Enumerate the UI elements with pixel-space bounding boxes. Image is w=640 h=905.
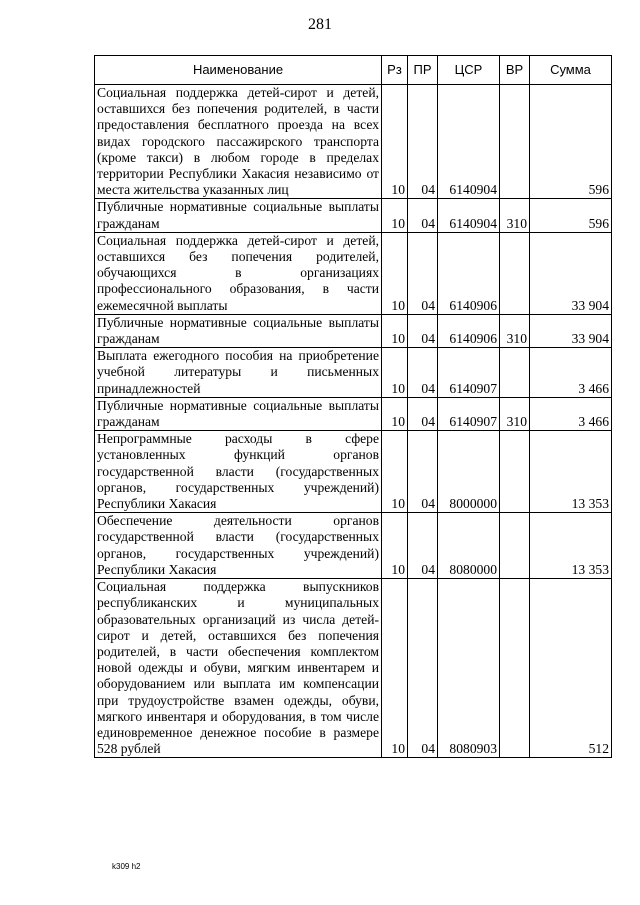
row-name: Публичные нормативные социальные выплаты гражданам bbox=[95, 199, 382, 232]
header-sum: Сумма bbox=[530, 56, 612, 85]
row-pr: 04 bbox=[408, 199, 438, 232]
row-csr: 8080000 bbox=[438, 513, 500, 579]
header-csr: ЦСР bbox=[438, 56, 500, 85]
row-pr: 04 bbox=[408, 513, 438, 579]
table-row bbox=[95, 431, 612, 513]
header-name: Наименование bbox=[95, 56, 382, 85]
header-pr: ПР bbox=[408, 56, 438, 85]
row-sum: 33 904 bbox=[530, 232, 612, 314]
row-csr: 8080903 bbox=[438, 579, 500, 758]
row-sum: 512 bbox=[530, 579, 612, 758]
table-row bbox=[95, 348, 612, 398]
header-vr: ВР bbox=[500, 56, 530, 85]
table-row bbox=[95, 579, 612, 758]
budget-table bbox=[94, 55, 612, 758]
row-pr: 04 bbox=[408, 579, 438, 758]
row-sum: 596 bbox=[530, 199, 612, 232]
table-row bbox=[95, 232, 612, 314]
row-vr bbox=[500, 232, 530, 314]
row-rz: 10 bbox=[382, 579, 408, 758]
row-name: Социальная поддержка детей-сирот и детей, оставшихся без попечения родителей, обучающихся в организациях профессионального образования, в части ежемесячной выплаты bbox=[95, 232, 382, 314]
row-name: Выплата ежегодного пособия на приобретение учебной литературы и письменных принадлежностей bbox=[95, 348, 382, 398]
row-csr: 6140904 bbox=[438, 199, 500, 232]
row-sum: 3 466 bbox=[530, 348, 612, 398]
row-csr: 6140907 bbox=[438, 348, 500, 398]
row-sum: 13 353 bbox=[530, 431, 612, 513]
table-row bbox=[95, 513, 612, 579]
row-csr: 6140906 bbox=[438, 314, 500, 347]
table-row bbox=[95, 397, 612, 430]
row-vr: 310 bbox=[500, 199, 530, 232]
row-csr: 6140906 bbox=[438, 232, 500, 314]
row-vr bbox=[500, 431, 530, 513]
row-vr: 310 bbox=[500, 314, 530, 347]
row-rz: 10 bbox=[382, 199, 408, 232]
row-sum: 3 466 bbox=[530, 397, 612, 430]
row-vr bbox=[500, 579, 530, 758]
row-sum: 33 904 bbox=[530, 314, 612, 347]
row-sum: 596 bbox=[530, 85, 612, 199]
table-row bbox=[95, 85, 612, 199]
row-name: Обеспечение деятельности органов государственной власти (государственных органов, государственных учреждений) Республики Хакасия bbox=[95, 513, 382, 579]
table-row bbox=[95, 199, 612, 232]
footer-code: k309 h2 bbox=[112, 862, 141, 871]
row-vr bbox=[500, 348, 530, 398]
row-csr: 8000000 bbox=[438, 431, 500, 513]
row-rz: 10 bbox=[382, 232, 408, 314]
row-vr: 310 bbox=[500, 397, 530, 430]
row-name: Публичные нормативные социальные выплаты гражданам bbox=[95, 314, 382, 347]
row-rz: 10 bbox=[382, 397, 408, 430]
row-rz: 10 bbox=[382, 85, 408, 199]
row-name: Социальная поддержка выпускников республиканских и муниципальных образовательных организаций из числа детей-сирот и детей, оставшихся без попечения родителей, в части обеспечения комплектом новой одежды и обуви, мягким инвентарем и оборудованием или выплата им компенсации при трудоустройстве взамен одежды, обуви, мягкого инвентаря и оборудования, в том числе единовременное денежное пособие в размере 528 рублей bbox=[95, 579, 382, 758]
page-number: 281 bbox=[308, 16, 332, 33]
row-vr bbox=[500, 513, 530, 579]
row-name: Публичные нормативные социальные выплаты гражданам bbox=[95, 397, 382, 430]
row-rz: 10 bbox=[382, 348, 408, 398]
row-rz: 10 bbox=[382, 431, 408, 513]
row-name: Непрограммные расходы в сфере установленных функций органов государственной власти (государственных органов, государственных учреждений) Республики Хакасия bbox=[95, 431, 382, 513]
row-pr: 04 bbox=[408, 348, 438, 398]
table-header-row bbox=[95, 56, 612, 85]
row-vr bbox=[500, 85, 530, 199]
row-pr: 04 bbox=[408, 397, 438, 430]
row-pr: 04 bbox=[408, 85, 438, 199]
header-rz: Рз bbox=[382, 56, 408, 85]
row-pr: 04 bbox=[408, 314, 438, 347]
row-csr: 6140907 bbox=[438, 397, 500, 430]
row-csr: 6140904 bbox=[438, 85, 500, 199]
row-rz: 10 bbox=[382, 513, 408, 579]
row-pr: 04 bbox=[408, 431, 438, 513]
row-rz: 10 bbox=[382, 314, 408, 347]
table-row bbox=[95, 314, 612, 347]
row-pr: 04 bbox=[408, 232, 438, 314]
row-sum: 13 353 bbox=[530, 513, 612, 579]
row-name: Социальная поддержка детей-сирот и детей, оставшихся без попечения родителей, в части предоставления бесплатного проезда на всех видах городского пассажирского транспорта (кроме такси) в любом городе в пределах территории Республики Хакасия независимо от места жительства указанных лиц bbox=[95, 85, 382, 199]
